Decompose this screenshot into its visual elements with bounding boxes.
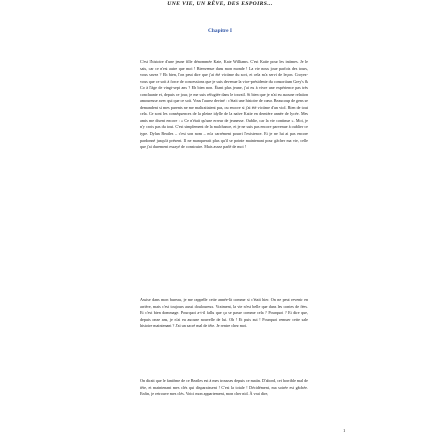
running-head: UNE VIE, UN RÊVE, DES ESPOIRS... xyxy=(167,1,273,7)
page-number: 1 xyxy=(343,428,346,433)
paragraph-3 xyxy=(140,378,308,398)
paragraph-2 xyxy=(140,297,308,330)
paragraph-text: On dirait que le fantôme de ce Beatles est à mes trousses depuis ce matin. D'abord, cet horrible mal de tête, et maintenant mes clés qui disparaissent ! C'est la totale ! Décidément, ma soirée est gâchée. Enfin, je retrouve mes clés. Voici mon appartement, mon cher nid. À vrai dire, xyxy=(140,378,308,397)
paragraph-1 xyxy=(140,59,308,151)
paragraph-text: Assise dans mon bureau, je me rappelle cette année-là comme si c'était hier. On ne peut revenir en arrière, mais c'est toujours aussi douloureux. Vraiment, la vie n'est belle que dans les contes de fées. Et c'est bien dommage. Pourquoi a-t-il fallu que ça se passe comme cela ? Pourquoi ? Et dire que, depuis onze ans, je n'ai eu aucune nouvelle de lui. Oh ! Et puis zut ! Pourquoi remuer cette sale histoire maintenant ? J'ai un sacré mal de tête. Je rentre chez moi. xyxy=(140,297,308,329)
paragraph-text: C'est l'histoire d'une jeune fille dénommée Kate, Kate Williams. C'est Katie pour les intimes. Je le sais, car ce n'est autre que moi ! Bienvenue dans mon monde ! La vie nous joue parfois des tours, vous savez ? Eh bien, l'on peut dire que j'ai été victime du sort, et cela m'a servi de leçon. Croyez-vous que ce soit à force de concessions que je suis devenue la vice-présidente du consortium Grey's & Co à l'âge de vingt-sept ans ? Eh bien non. Étant plus jeune, j'ai eu à vivre une expérience pas très concluante et, depuis ce jour, je me suis réfugiée dans le travail. Si bien que je n'ai eu aucune relation amoureuse avec qui que ce soit. Vous l'aurez deviné : c'était une histoire de cœur. Beaucoup de gens se demandent si mes parents ne me maltraitaient pas, ou encore si j'ai été victime d'un viol. Rien de tout cela. Ce sont les conséquences de la pleine idylle de la naïve Katie en dernière année de lycée. Mes amis me disent encore : « Ce n'était qu'une erreur de jeunesse. Oublie, car la vie continue ». Moi, je n'y crois pas du tout. C'est simplement de la malchance, et je ne suis pas encore parvenue à oublier ce type. Dylan Beatles – c'est son nom – m'a carrément pourri l'existence. Et je ne lui ai pas encore pardonné jusqu'à présent. Il ne manquerait plus qu'il se pointe maintenant pour gâcher ma vie, celle que j'ai durement essayé de construire. Mais assez parlé de moi ! xyxy=(140,59,308,150)
chapter-title: Chapitre I xyxy=(207,28,232,34)
